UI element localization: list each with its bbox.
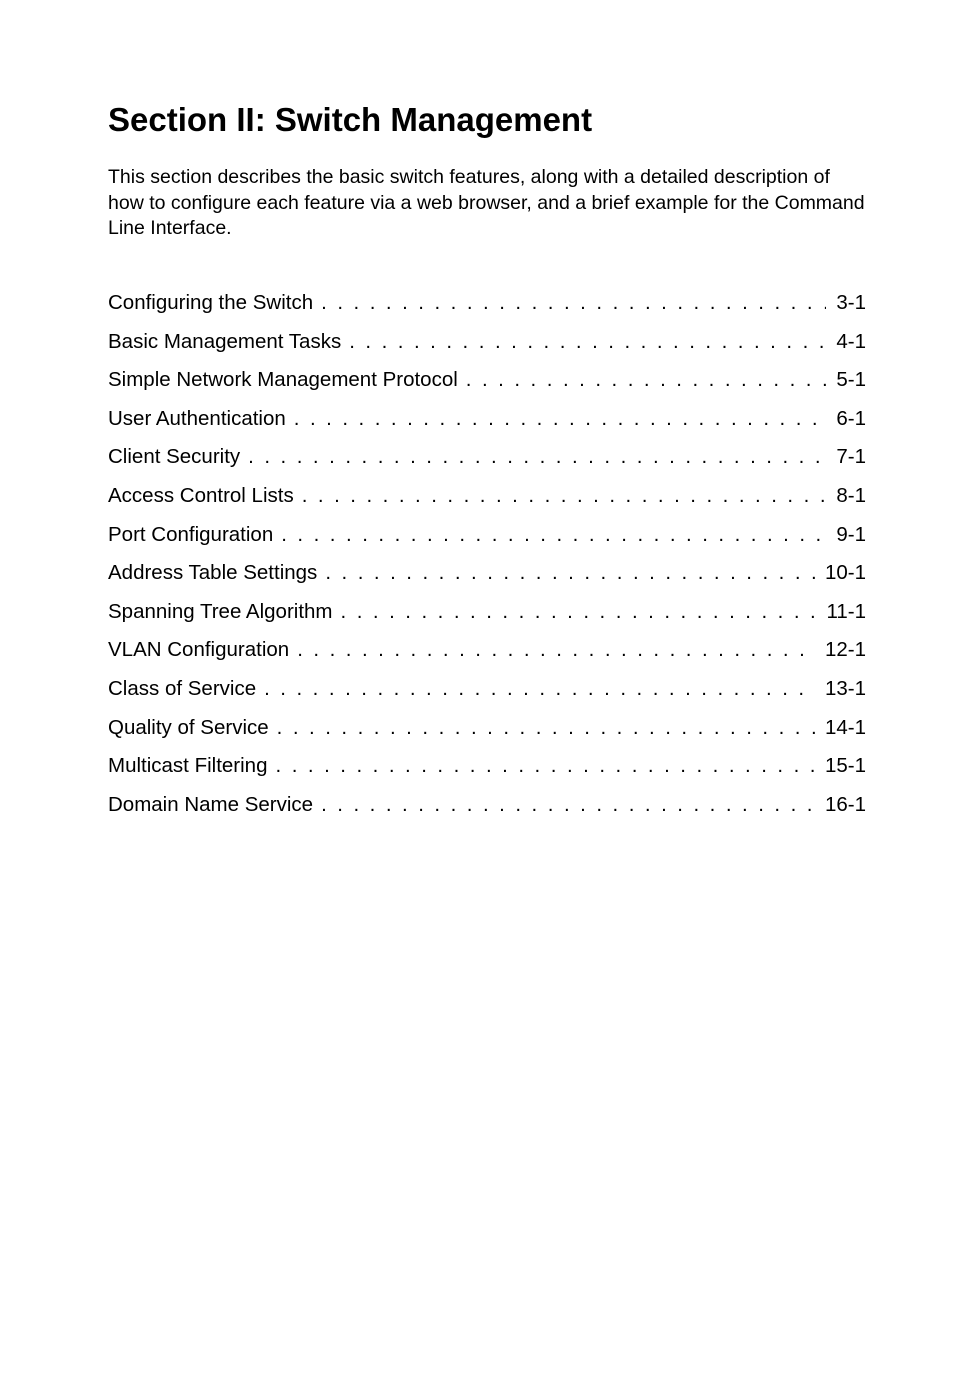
toc-entry-page: 5-1 — [836, 368, 866, 392]
toc-entry-page: 10-1 — [824, 561, 866, 585]
toc-dot-leader — [248, 440, 826, 474]
toc-entry-page: 15-1 — [824, 754, 866, 778]
toc-dot-leader — [325, 556, 815, 590]
toc-entry[interactable] — [108, 749, 866, 788]
toc-entry[interactable] — [108, 595, 866, 634]
toc-dot-leader — [264, 672, 815, 706]
table-of-contents — [108, 286, 866, 826]
toc-entry-label: Access Control Lists — [108, 483, 294, 507]
toc-entry[interactable] — [108, 325, 866, 364]
toc-entry[interactable] — [108, 711, 866, 750]
toc-dot-leader — [321, 286, 826, 320]
toc-entry-label: VLAN Configuration — [108, 638, 290, 662]
toc-entry-label: Basic Management Tasks — [108, 329, 342, 353]
toc-entry-page: 16-1 — [824, 792, 866, 816]
toc-dot-leader — [277, 711, 815, 745]
toc-entry-label: Configuring the Switch — [108, 291, 314, 314]
toc-entry-label: Multicast Filtering — [108, 754, 268, 778]
toc-entry-page: 9-1 — [836, 522, 866, 546]
toc-entry-page: 7-1 — [836, 445, 866, 469]
toc-entry[interactable] — [108, 286, 866, 325]
toc-entry-label: Class of Service — [108, 676, 257, 700]
toc-entry-page: 4-1 — [836, 329, 866, 353]
toc-entry-label: Client Security — [108, 445, 241, 469]
toc-entry[interactable] — [108, 788, 866, 827]
toc-dot-leader — [297, 633, 815, 667]
toc-entry-label: Quality of Service — [108, 715, 269, 739]
toc-dot-leader — [321, 788, 815, 822]
toc-entry-page: 13-1 — [824, 676, 866, 700]
toc-entry[interactable] — [108, 556, 866, 595]
toc-dot-leader — [466, 363, 827, 397]
toc-dot-leader — [281, 518, 826, 552]
toc-dot-leader — [349, 325, 826, 359]
toc-dot-leader — [341, 595, 817, 629]
toc-entry[interactable] — [108, 479, 866, 518]
toc-entry-label: Address Table Settings — [108, 561, 318, 585]
toc-entry[interactable] — [108, 672, 866, 711]
toc-entry-label: Spanning Tree Algorithm — [108, 599, 333, 623]
toc-dot-leader — [294, 402, 827, 436]
toc-entry[interactable] — [108, 440, 866, 479]
toc-dot-leader — [302, 479, 827, 513]
section-intro: This section describes the basic switch features, along with a detailed description of how to configure each feature via a web browser, and a brief example for the Command Line Interface. — [108, 166, 865, 239]
toc-entry-label: User Authentication — [108, 406, 286, 430]
toc-dot-leader — [276, 749, 815, 783]
section-title: Section II: Switch Management — [108, 101, 593, 138]
toc-entry-label: Simple Network Management Protocol — [108, 368, 458, 392]
toc-entry-page: 11-1 — [826, 599, 866, 623]
toc-entry[interactable] — [108, 402, 866, 441]
toc-entry-page: 6-1 — [836, 406, 866, 430]
toc-entry-page: 8-1 — [836, 483, 866, 507]
toc-entry-page: 14-1 — [824, 715, 866, 739]
toc-entry-page: 12-1 — [824, 638, 866, 662]
toc-entry-label: Port Configuration — [108, 522, 274, 546]
toc-entry[interactable] — [108, 518, 866, 557]
toc-entry[interactable] — [108, 633, 866, 672]
toc-entry-page: 3-1 — [836, 291, 866, 314]
toc-entry[interactable] — [108, 363, 866, 402]
toc-entry-label: Domain Name Service — [108, 792, 314, 816]
